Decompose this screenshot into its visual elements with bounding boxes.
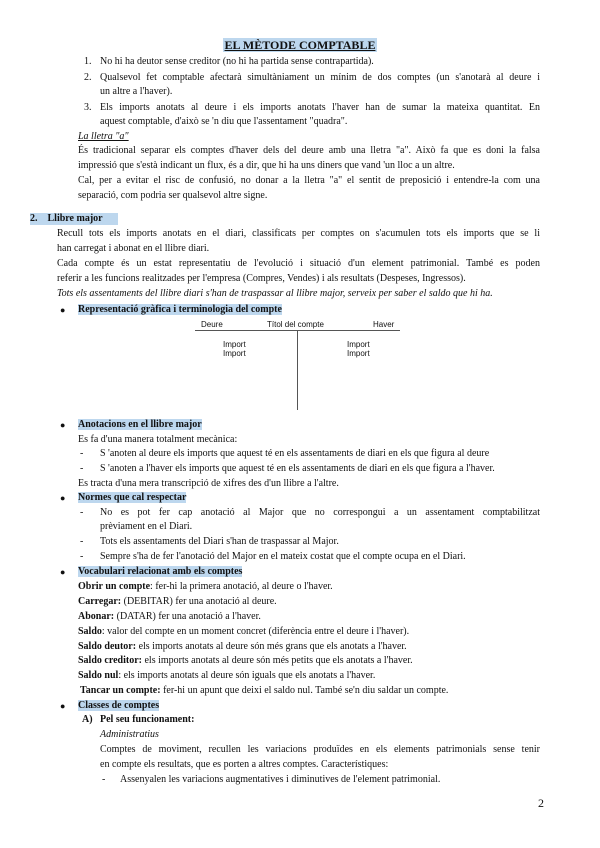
vocab-entry: Abonar: (DATAR) fer una anotació a l'haver. (78, 611, 261, 622)
paragraph-line: en compte els resultats, que es porten a altres comptes. Característiques: (100, 759, 389, 770)
vocab-entry: Tancar un compte: fer-hi un apunt que deixi el saldo nul. També se'n diu saldar un compte. (80, 685, 449, 696)
t-account-vertical-line (297, 330, 298, 410)
dash-icon: - (80, 448, 84, 459)
list-item: Assenyalen les variacions augmentatives i diminutives de l'element patrimonial. (120, 774, 441, 785)
bullet-icon: ● (60, 420, 66, 430)
paragraph-line: han carregat i abonat en el llibre diari. (57, 243, 210, 254)
dash-icon: - (80, 551, 84, 562)
vocab-entry: Saldo deutor: els imports anotats al deure són més grans que els anotats a l'haver. (78, 641, 407, 652)
t-account-right-entry: Import (347, 349, 370, 358)
list-item: S 'anoten al deure els imports que aquest té en els assentaments de diari en els que figura al deure (100, 448, 490, 459)
subsection-heading: Classes de comptes (78, 700, 160, 711)
page-title: EL MÈTODE COMPTABLE (224, 38, 376, 52)
bullet-icon: ● (60, 701, 66, 711)
subsection-heading: Vocabulari relacionat amb els comptes (78, 566, 243, 577)
dash-icon: - (102, 774, 106, 785)
list-item: No es pot fer cap anotació al Major que no correspongui a un assentament comptabilitzat (100, 507, 540, 518)
list-item-line: un altre a l'haver). (100, 86, 173, 97)
list-item-line: Qualsevol fet comptable afectarà simultàniament un mínim de dos comptes (un s'anotarà al deure i (100, 72, 540, 83)
paragraph-line: Comptes de moviment, recullen les variacions produïdes en els elements patrimonials sense tenir (100, 744, 540, 755)
t-account-deure-label: Deure (201, 320, 223, 329)
subsection-heading: Representació gràfica i terminologia del compte (78, 304, 282, 315)
list-number: 3. (84, 102, 92, 113)
italic-note: Tots els assentaments del llibre diari s'han de traspassar al llibre major, serveix per saber el saldo que hi ha. (57, 288, 493, 299)
paragraph-line: referir a les funcions realitzades per l'empresa (Compres, Vendes) i als resultats (Despeses, Ingressos). (57, 273, 466, 284)
sub-heading: Pel seu funcionament: (100, 714, 195, 725)
paragraph-line: Es fa d'una manera totalment mecànica: (78, 434, 238, 445)
dash-icon: - (80, 536, 84, 547)
list-item: Tots els assentaments del Diari s'han de traspassar al Major. (100, 536, 339, 547)
dash-icon: - (80, 463, 84, 474)
bullet-icon: ● (60, 567, 66, 577)
paragraph-line: Recull tots els imports anotats en el diari, classificats per comptes on s'acumulen tots els imports que se li (57, 228, 540, 239)
paragraph-line: És tradicional separar els comptes d'haver dels del deure amb una lletra "a". Això fa que es doni la falsa (78, 145, 540, 156)
list-item-line: aquest comptable, d'això se 'n diu que l'assentament "quadra". (100, 116, 348, 127)
t-account-left-entry: Import (223, 340, 246, 349)
list-item-line: No hi ha deutor sense creditor (no hi ha partida sense contrapartida). (100, 56, 374, 67)
t-account-haver-label: Haver (373, 320, 395, 329)
bullet-icon: ● (60, 493, 66, 503)
t-account-left-entry: Import (223, 349, 246, 358)
list-number: 1. (84, 56, 92, 67)
t-account-diagram (195, 318, 400, 410)
vocab-entry: Obrir un compte: fer-hi la primera anotació, al deure o l'haver. (78, 581, 333, 592)
sub-italic-heading: Administratius (100, 729, 159, 740)
list-item: Sempre s'ha de fer l'anotació del Major en el mateix costat que el compte ocupa en el Diari. (100, 551, 466, 562)
subsection-heading: Anotacions en el llibre major (78, 419, 202, 430)
paragraph-line: separació, com podria ser qualsevol altre signe. (78, 190, 268, 201)
paragraph-line: Es tracta d'una mera transcripció de xifres des d'un llibre a l'altre. (78, 478, 339, 489)
list-item: prèviament en el Diari. (100, 521, 193, 532)
page-number: 2 (538, 796, 544, 810)
bullet-icon: ● (60, 305, 66, 315)
lletra-heading: La lletra "a" (78, 131, 129, 142)
vocab-entry: Saldo nul: els imports anotats al deure són iguals que els anotats a l'haver. (78, 670, 376, 681)
sub-list-label: A) (82, 714, 93, 725)
paragraph-line: Cada compte és un estat representatiu de l'evolució i situació d'un element patrimonial. També es poden (57, 258, 540, 269)
subsection-heading: Normes que cal respectar (78, 492, 187, 503)
paragraph-line: impressió que s'està indicant un flux, és a dir, que hi ha uns diners que vand 'un lloc a un altre. (78, 160, 455, 171)
paragraph-line: Cal, per a evitar el risc de confusió, no donar a la lletra "a" el sentit de preposició i entendre-la com una (78, 175, 540, 186)
list-number: 2. (84, 72, 92, 83)
list-item: S 'anoten a l'haver els imports que aquest té en els assentaments de diari en els que figura a l'haver. (100, 463, 495, 474)
vocab-entry: Carregar: (DEBITAR) fer una anotació al deure. (78, 596, 277, 607)
dash-icon: - (80, 507, 84, 518)
t-account-right-entry: Import (347, 340, 370, 349)
t-account-title-label: Títol del compte (267, 320, 324, 329)
vocab-entry: Saldo: valor del compte en un moment concret (diferència entre el deure i l'haver). (78, 626, 410, 637)
list-item-line: Els imports anotats al deure i els imports anotats l'haver han de sumar la mateixa quantitat. En (100, 102, 540, 113)
section-heading: 2. Llibre major (30, 213, 130, 225)
vocab-entry: Saldo creditor: els imports anotats al deure són més petits que els anotats a l'haver. (78, 655, 413, 666)
